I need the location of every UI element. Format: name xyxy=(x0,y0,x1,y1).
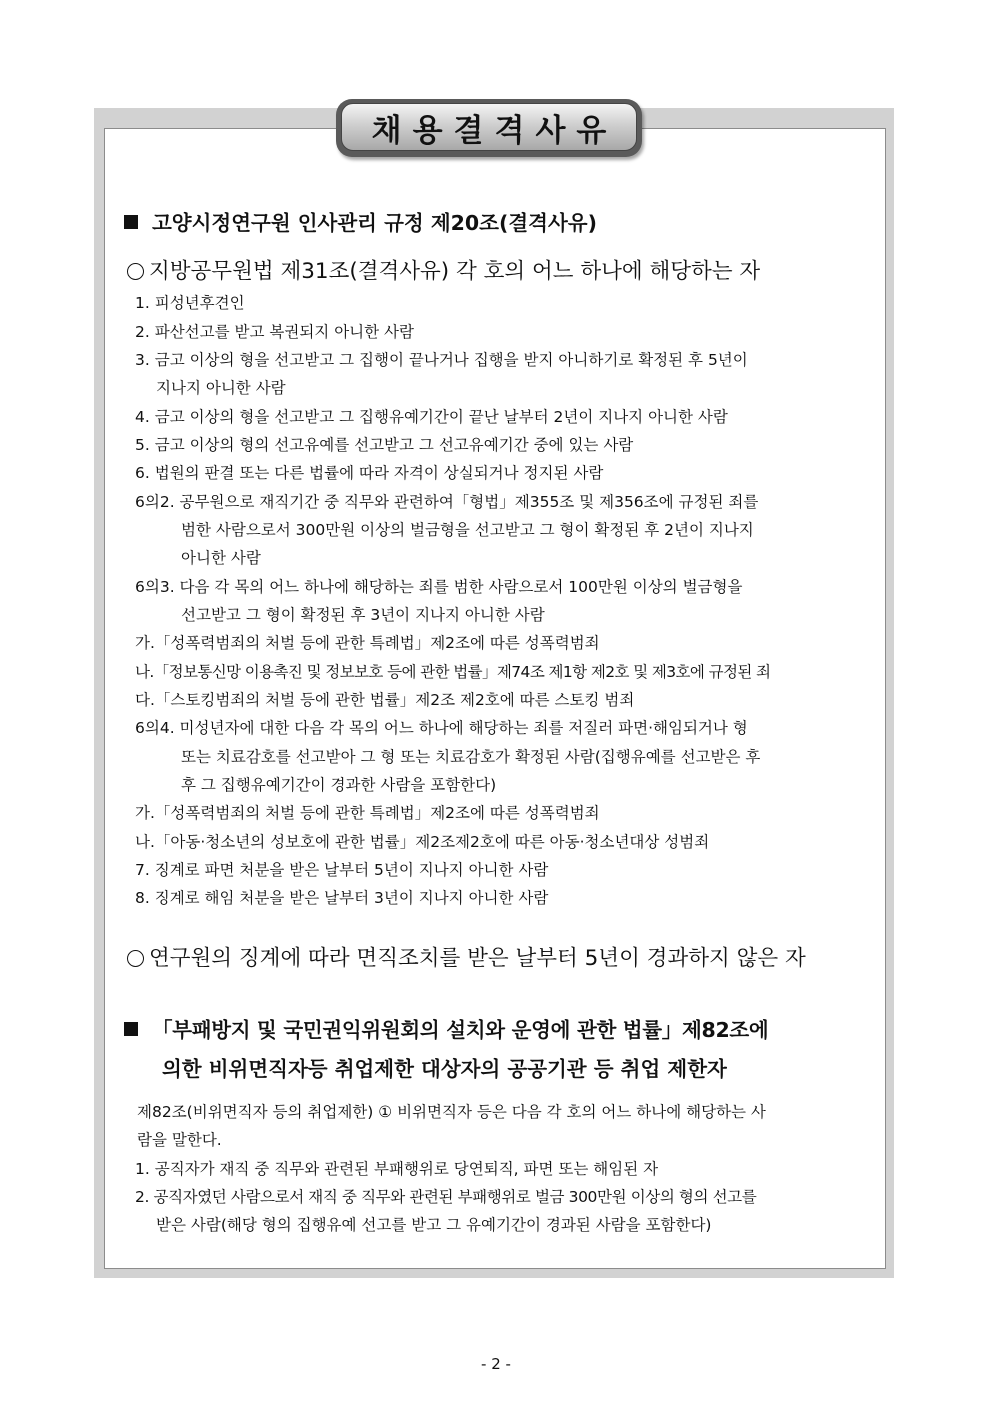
list-item: 4. 금고 이상의 형을 선고받고 그 집행유예기간이 끝난 날부터 2년이 지나지 아니한 사람 xyxy=(135,408,728,426)
section1-subheading-2-text: 연구원의 징계에 따라 면직조치를 받은 날부터 5년이 경과하지 않은 자 xyxy=(149,946,806,971)
list-item: 6의2. 공무원으로 재직기간 중 직무와 관련하여「형법」제355조 및 제356조에 규정된 죄를 xyxy=(135,493,759,511)
list-item: 받은 사람(해당 형의 집행유예 선고를 받고 그 유예기간이 경과된 사람을 포함한다) xyxy=(156,1216,712,1234)
list-item: 5. 금고 이상의 형의 선고유예를 선고받고 그 선고유예기간 중에 있는 사람 xyxy=(135,436,634,454)
square-bullet-icon xyxy=(124,1022,138,1036)
title-box xyxy=(341,103,637,151)
list-item: 지나지 아니한 사람 xyxy=(156,379,286,397)
circle-bullet-icon xyxy=(127,950,144,967)
section2-heading-line1: 「부패방지 및 국민권익위원회의 설치와 운영에 관한 법률」제82조에 xyxy=(152,1018,769,1042)
section1-heading xyxy=(124,206,597,236)
list-item: 6. 법원의 판결 또는 다른 법률에 따라 자격이 상실되거나 정지된 사람 xyxy=(135,464,604,482)
title-badge xyxy=(336,99,642,157)
section2-heading-line2: 의한 비위면직자등 취업제한 대상자의 공공기관 등 취업 제한자 xyxy=(162,1057,727,1081)
list-item: 나.「아동·청소년의 성보호에 관한 법률」제2조제2호에 따른 아동·청소년대상 성범죄 xyxy=(135,833,710,851)
list-item: 후 그 집행유예기간이 경과한 사람을 포함한다) xyxy=(181,776,497,794)
list-item: 6의4. 미성년자에 대한 다음 각 목의 어느 하나에 해당하는 죄를 저질러 파면·해임되거나 형 xyxy=(135,719,748,737)
list-item: 제82조(비위면직자 등의 취업제한) ① 비위면직자 등은 다음 각 호의 어느 하나에 해당하는 사 xyxy=(137,1103,766,1121)
list-item: 아니한 사람 xyxy=(181,549,261,567)
list-item: 6의3. 다음 각 목의 어느 하나에 해당하는 죄를 범한 사람으로서 100만원 이상의 벌금형을 xyxy=(135,578,743,596)
list-item: 람을 말한다. xyxy=(137,1131,222,1149)
list-item: 또는 치료감호를 선고받아 그 형 또는 치료감호가 확정된 사람(집행유예를 선고받은 후 xyxy=(181,748,761,766)
page-number: - 2 - xyxy=(481,1355,511,1373)
list-item: 가.「성폭력범죄의 처벌 등에 관한 특례법」제2조에 따른 성폭력범죄 xyxy=(135,804,600,822)
list-item: 2. 파산선고를 받고 복권되지 아니한 사람 xyxy=(135,323,414,341)
section1-subheading-1-text: 지방공무원법 제31조(결격사유) 각 호의 어느 하나에 해당하는 자 xyxy=(149,259,761,284)
list-item: 범한 사람으로서 300만원 이상의 벌금형을 선고받고 그 형이 확정된 후 2년이 지나지 xyxy=(181,521,754,539)
list-item: 선고받고 그 형이 확정된 후 3년이 지나지 아니한 사람 xyxy=(181,606,545,624)
list-item: 8. 징계로 해임 처분을 받은 날부터 3년이 지나지 아니한 사람 xyxy=(135,889,549,907)
list-item: 다.「스토킹범죄의 처벌 등에 관한 법률」제2조 제2호에 따른 스토킹 범죄 xyxy=(135,691,635,709)
list-item: 1. 공직자가 재직 중 직무와 관련된 부패행위로 당연퇴직, 파면 또는 해임된 자 xyxy=(135,1160,659,1178)
list-item: 2. 공직자였던 사람으로서 재직 중 직무와 관련된 부패행위로 벌금 300만원 이상의 형의 선고를 xyxy=(135,1188,757,1206)
section2-heading xyxy=(124,1013,768,1043)
square-bullet-icon xyxy=(124,215,138,229)
page-title: 채용결격사유 xyxy=(371,112,618,149)
list-item: 나.「정보통신망 이용촉진 및 정보보호 등에 관한 법률」제74조 제1항 제2호 및 제3호에 규정된 죄 xyxy=(135,663,771,681)
section1-heading-text: 고양시정연구원 인사관리 규정 제20조(결격사유) xyxy=(152,211,597,235)
list-item: 가.「성폭력범죄의 처벌 등에 관한 특례법」제2조에 따른 성폭력범죄 xyxy=(135,634,600,652)
section1-subheading-1 xyxy=(127,254,760,285)
list-item: 7. 징계로 파면 처분을 받은 날부터 5년이 지나지 아니한 사람 xyxy=(135,861,549,879)
list-item: 1. 피성년후견인 xyxy=(135,294,245,312)
section1-subheading-2 xyxy=(127,941,806,972)
circle-bullet-icon xyxy=(127,263,144,280)
list-item: 3. 금고 이상의 형을 선고받고 그 집행이 끝나거나 집행을 받지 아니하기로 확정된 후 5년이 xyxy=(135,351,748,369)
